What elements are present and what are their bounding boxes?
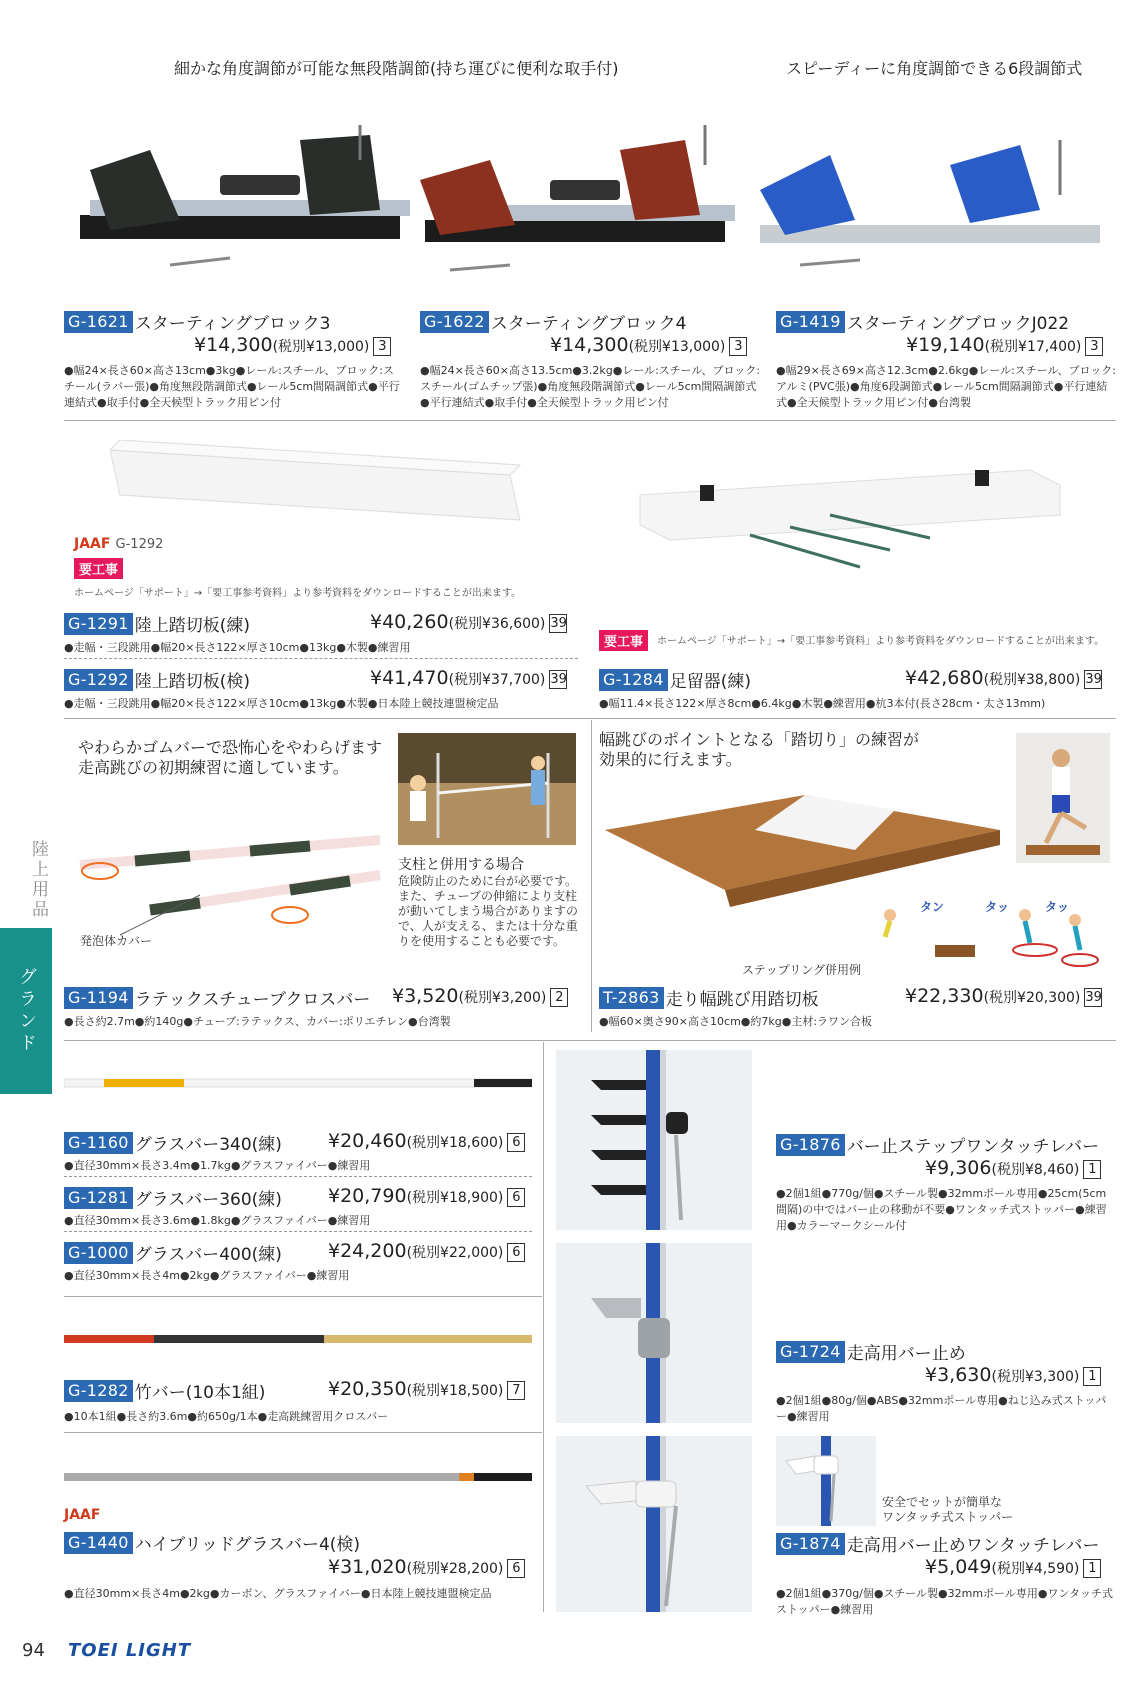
bar-stopper-photo <box>556 1243 752 1423</box>
specs-g1292: ●走幅・三段跳用●幅20×長さ122×厚さ10cm●13kg●木製●日本陸上競技連盟検定品 <box>64 697 499 710</box>
price-excl-tax: (税別¥4,590) <box>991 1561 1080 1577</box>
takeoff-board-image <box>110 440 530 535</box>
specs-g1622: ●幅24×長さ60×高さ13.5cm●3.2kg●レール:スチール、ブロック:スチール(ゴムチップ張)●角度無段階調節式●レール5cm間隔調節式●平行連結式●取手付●全天候型トラック用ピン付 <box>420 364 760 409</box>
price-excl-tax: (税別¥8,460) <box>991 1162 1080 1178</box>
jump-photo <box>1016 733 1110 863</box>
specs-g1440: ●直径30mm×長さ4m●2kg●カーボン、グラスファイバー●日本陸上競技連盟検定品 <box>64 1587 492 1600</box>
starting-block-j022-image <box>760 135 1110 285</box>
jaaf-mark-2: JAAF <box>64 1507 101 1523</box>
price: ¥20,460 <box>328 1130 407 1152</box>
rank-badge: 3 <box>373 337 391 356</box>
rank-badge: 6 <box>507 1559 525 1578</box>
rank-badge: 3 <box>729 337 747 356</box>
specs-g1621: ●幅24×長さ60×高さ13cm●3kg●レール:スチール、ブロック:スチール(ラバー張)●角度無段階調節式●レール5cm間隔調節式●平行連結式●取手付●全天候型トラック用ピン付 <box>64 364 400 409</box>
headline-stepless: 細かな角度調節が可能な無段階調節(持ち運びに便利な取手付) <box>174 59 619 78</box>
product-g1194 <box>64 985 370 1010</box>
product-code: G-1440 <box>64 1532 133 1554</box>
brand-logo: TOEI LIGHT <box>68 1640 192 1661</box>
specs-g1194: ●長さ約2.7m●約140g●チューブ:ラテックス、カバー:ポリエチレン●台湾製 <box>64 1015 451 1028</box>
foot-stop-image <box>630 455 1070 575</box>
rank-badge: 1 <box>1083 1559 1101 1578</box>
price-excl-tax: (税別¥20,300) <box>983 990 1081 1006</box>
product-name: 陸上踏切板(検) <box>134 672 250 692</box>
product-name: 竹バー(10本1組) <box>134 1383 266 1403</box>
price: ¥22,330 <box>905 985 984 1007</box>
rank-badge: 3 <box>1085 337 1103 356</box>
price-excl-tax: (税別¥22,000) <box>406 1245 504 1261</box>
price: ¥14,300 <box>550 334 629 356</box>
side-tab-ground[interactable]: グランド <box>0 928 52 1094</box>
product-g1876 <box>776 1132 1099 1157</box>
price: ¥14,300 <box>194 334 273 356</box>
stepping-illustration <box>875 875 1105 970</box>
product-g1284 <box>599 667 751 692</box>
product-code: G-1621 <box>64 311 133 333</box>
divider <box>64 1040 1116 1041</box>
tube-description: やわらかゴムバーで恐怖心をやわらげます 走高跳びの初期練習に適しています。 <box>78 738 383 777</box>
price-excl-tax: (税別¥18,900) <box>406 1190 504 1206</box>
divider-dashed <box>64 1231 532 1232</box>
price-excl-tax: (税別¥17,400) <box>984 339 1082 355</box>
req-note-1: ホームページ「サポート」→「要工事参考資料」より参考資料をダウンロードすることが出来ます。 <box>74 588 522 599</box>
price-excl-tax: (税別¥37,700) <box>448 672 546 688</box>
product-name: 走り幅跳び用踏切板 <box>665 990 819 1010</box>
product-g1281 <box>64 1185 282 1210</box>
divider <box>64 1432 542 1433</box>
stepping-label: ステップリング併用例 <box>742 963 862 977</box>
price: ¥42,680 <box>905 667 984 689</box>
product-g1419 <box>776 309 1069 334</box>
product-g1621 <box>64 309 330 334</box>
specs-g1281: ●直径30mm×長さ3.6m●1.8kg●グラスファイバー●練習用 <box>64 1214 371 1227</box>
product-name: バー止ステップワンタッチレバー <box>846 1137 1100 1157</box>
price: ¥24,200 <box>328 1240 407 1262</box>
product-name: ハイブリッドグラスバー4(検) <box>134 1535 361 1555</box>
price-g1194 <box>392 985 568 1007</box>
hybrid-bar-image <box>64 1469 532 1483</box>
price-g1440 <box>328 1556 525 1578</box>
specs-g1874: ●2個1組●370g/個●スチール製●32mmポール専用●ワンタッチ式ストッパー●練習用 <box>776 1587 1113 1616</box>
combo-title: 支柱と併用する場合 <box>398 857 524 873</box>
product-code: G-1291 <box>64 613 133 635</box>
product-code: G-1282 <box>64 1380 133 1402</box>
price-excl-tax: (税別¥18,500) <box>406 1383 504 1399</box>
price: ¥5,049 <box>925 1556 992 1578</box>
product-name: 陸上踏切板(練) <box>134 616 250 636</box>
specs-g1419: ●幅29×長さ69×高さ12.3cm●2.6kg●レール:スチール、ブロック:アルミ(PVC張)●角度6段調節式●レール5cm間隔調節式●平行連結式●全天候型トラック用ピン付●台湾製 <box>776 364 1116 409</box>
safe-note: 安全でセットが簡単な ワンタッチ式ストッパー <box>882 1495 1014 1524</box>
foam-cover-label: 発泡体カバー <box>80 934 153 948</box>
product-name: グラスバー400(練) <box>134 1245 282 1265</box>
product-name: 走高用バー止めワンタッチレバー <box>846 1536 1100 1556</box>
product-g1291 <box>64 611 250 636</box>
price: ¥3,630 <box>925 1364 992 1386</box>
price-g1292 <box>370 667 567 689</box>
product-code: G-1724 <box>776 1341 845 1363</box>
product-code: T-2863 <box>599 987 664 1009</box>
specs-g1724: ●2個1組●80g/個●ABS●32mmポール専用●ねじ込み式ストッパー●練習用 <box>776 1394 1107 1423</box>
product-code: G-1874 <box>776 1533 845 1555</box>
price-g1284 <box>905 667 1102 689</box>
divider-vertical <box>591 720 592 1032</box>
onetouch-lever-photo <box>556 1436 752 1612</box>
req-badge-1 <box>74 558 123 579</box>
price-g1282 <box>328 1378 525 1400</box>
rank-badge: 6 <box>507 1133 525 1152</box>
price-g1622 <box>550 334 747 356</box>
price: ¥20,350 <box>328 1378 407 1400</box>
glass-bar-image <box>64 1075 532 1089</box>
rank-badge: 39 <box>550 616 567 631</box>
price: ¥20,790 <box>328 1185 407 1207</box>
rank-badge: 6 <box>507 1243 525 1262</box>
product-code: G-1160 <box>64 1132 133 1154</box>
divider-dashed <box>64 1176 532 1177</box>
price-g1874 <box>925 1556 1101 1578</box>
product-code: G-1281 <box>64 1187 133 1209</box>
rank-badge: 1 <box>1083 1367 1101 1386</box>
price-g1419 <box>906 334 1103 356</box>
latex-tube-image <box>60 835 390 945</box>
price-t2863 <box>905 985 1102 1007</box>
product-code: G-1419 <box>776 311 845 333</box>
headline-6step: スピーディーに角度調節できる6段調節式 <box>786 59 1083 78</box>
product-g1440 <box>64 1530 360 1555</box>
rank-badge: 39 <box>1085 990 1102 1005</box>
product-name: 走高用バー止め <box>846 1344 966 1364</box>
product-name: スターティングブロック3 <box>134 314 331 334</box>
price-excl-tax: (税別¥18,600) <box>406 1135 504 1151</box>
starting-block-4-image <box>420 120 750 290</box>
product-g1874 <box>776 1531 1100 1556</box>
price-excl-tax: (税別¥3,300) <box>991 1369 1080 1385</box>
product-g1724 <box>776 1339 966 1364</box>
specs-g1291: ●走幅・三段跳用●幅20×長さ122×厚さ10cm●13kg●木製●練習用 <box>64 641 411 654</box>
price: ¥31,020 <box>328 1556 407 1578</box>
bamboo-bar-image <box>64 1331 532 1345</box>
price: ¥41,470 <box>370 667 449 689</box>
product-name: スターティングブロック4 <box>490 314 687 334</box>
sound-tatsu-1: タッ <box>985 900 1010 914</box>
specs-t2863: ●幅60×奥さ90×高さ10cm●約7kg●主材:ラワン合板 <box>599 1015 873 1028</box>
price: ¥3,520 <box>392 985 459 1007</box>
sound-tatsu-2: タッ <box>1045 900 1070 914</box>
rank-badge: 2 <box>550 988 568 1007</box>
product-g1622 <box>420 309 686 334</box>
step-lever-photo <box>556 1050 752 1230</box>
product-g1292 <box>64 667 250 692</box>
page-number: 94 <box>22 1640 45 1661</box>
specs-g1876: ●2個1組●770g/個●スチール製●32mmポール専用●25cm(5cm間隔)の中ではバー止の移動が不要●ワンタッチ式ストッパー●練習用●カラーマークシール付 <box>776 1187 1107 1232</box>
product-g1160 <box>64 1130 282 1155</box>
req-work-label: 要工事 <box>599 630 648 651</box>
starting-block-3-image <box>70 120 420 290</box>
price-g1876 <box>925 1157 1101 1179</box>
price: ¥40,260 <box>370 611 449 633</box>
tube-usage-photo <box>398 733 576 845</box>
price-excl-tax: (税別¥28,200) <box>406 1561 504 1577</box>
product-g1282 <box>64 1378 265 1403</box>
jaaf-code: G-1292 <box>115 537 164 552</box>
product-name: 足留器(練) <box>669 672 751 692</box>
divider <box>64 1296 542 1297</box>
req-note-2: ホームページ「サポート」→「要工事参考資料」より参考資料をダウンロードすることが出来ます。 <box>657 636 1105 647</box>
jaaf-ref <box>74 533 163 552</box>
specs-g1160: ●直径30mm×長さ3.4m●1.7kg●グラスファイバー●練習用 <box>64 1159 371 1172</box>
req-badge-2 <box>599 630 648 651</box>
divider <box>64 420 1116 421</box>
price: ¥9,306 <box>925 1157 992 1179</box>
divider-dashed <box>64 658 578 659</box>
price-excl-tax: (税別¥13,000) <box>628 339 726 355</box>
divider-vertical <box>543 1042 544 1612</box>
req-work-label: 要工事 <box>74 558 123 579</box>
price-g1291 <box>370 611 567 633</box>
board-description: 幅跳びのポイントとなる「踏切り」の練習が 効果的に行えます。 <box>599 730 920 769</box>
side-category: 陸上用品 <box>28 840 48 920</box>
price-excl-tax: (税別¥36,600) <box>448 616 546 632</box>
price-g1621 <box>194 334 391 356</box>
price-excl-tax: (税別¥13,000) <box>272 339 370 355</box>
rank-badge: 39 <box>550 672 567 687</box>
combo-text: 危険防止のために台が必要です。また、チューブの伸縮により支柱が動いてしまう場合がありますので、人が支える、または十分な重りを使用することも必要です。 <box>398 874 579 948</box>
product-code: G-1622 <box>420 311 489 333</box>
rank-badge: 39 <box>1085 672 1102 687</box>
product-name: グラスバー360(練) <box>134 1190 282 1210</box>
product-code: G-1876 <box>776 1134 845 1156</box>
price-g1160 <box>328 1130 525 1152</box>
price-excl-tax: (税別¥3,200) <box>458 990 547 1006</box>
specs-g1000: ●直径30mm×長さ4m●2kg●グラスファイバー●練習用 <box>64 1269 350 1282</box>
price-g1281 <box>328 1185 525 1207</box>
specs-g1284: ●幅11.4×長さ122×厚さ8cm●6.4kg●木製●練習用●杭3本付(長さ28cm・太さ13mm) <box>599 697 1046 710</box>
divider <box>64 718 1116 719</box>
sound-tan: タン <box>920 900 945 914</box>
product-name: グラスバー340(練) <box>134 1135 282 1155</box>
product-code: G-1000 <box>64 1242 133 1264</box>
specs-g1282: ●10本1組●長さ約3.6m●約650g/1本●走高跳練習用クロスバー <box>64 1410 389 1423</box>
rank-badge: 6 <box>507 1188 525 1207</box>
product-g1000 <box>64 1240 282 1265</box>
product-code: G-1194 <box>64 987 133 1009</box>
product-t2863 <box>599 985 819 1010</box>
price-g1000 <box>328 1240 525 1262</box>
price-excl-tax: (税別¥38,800) <box>983 672 1081 688</box>
product-name: ラテックスチューブクロスバー <box>134 990 371 1010</box>
price-g1724 <box>925 1364 1101 1386</box>
rank-badge: 7 <box>507 1381 525 1400</box>
jaaf-mark: JAAF <box>74 536 111 552</box>
product-code: G-1292 <box>64 669 133 691</box>
rank-badge: 1 <box>1083 1160 1101 1179</box>
product-name: スターティングブロックJ022 <box>846 314 1070 334</box>
price: ¥19,140 <box>906 334 985 356</box>
onetouch-stopper-photo <box>776 1436 876 1526</box>
product-code: G-1284 <box>599 669 668 691</box>
